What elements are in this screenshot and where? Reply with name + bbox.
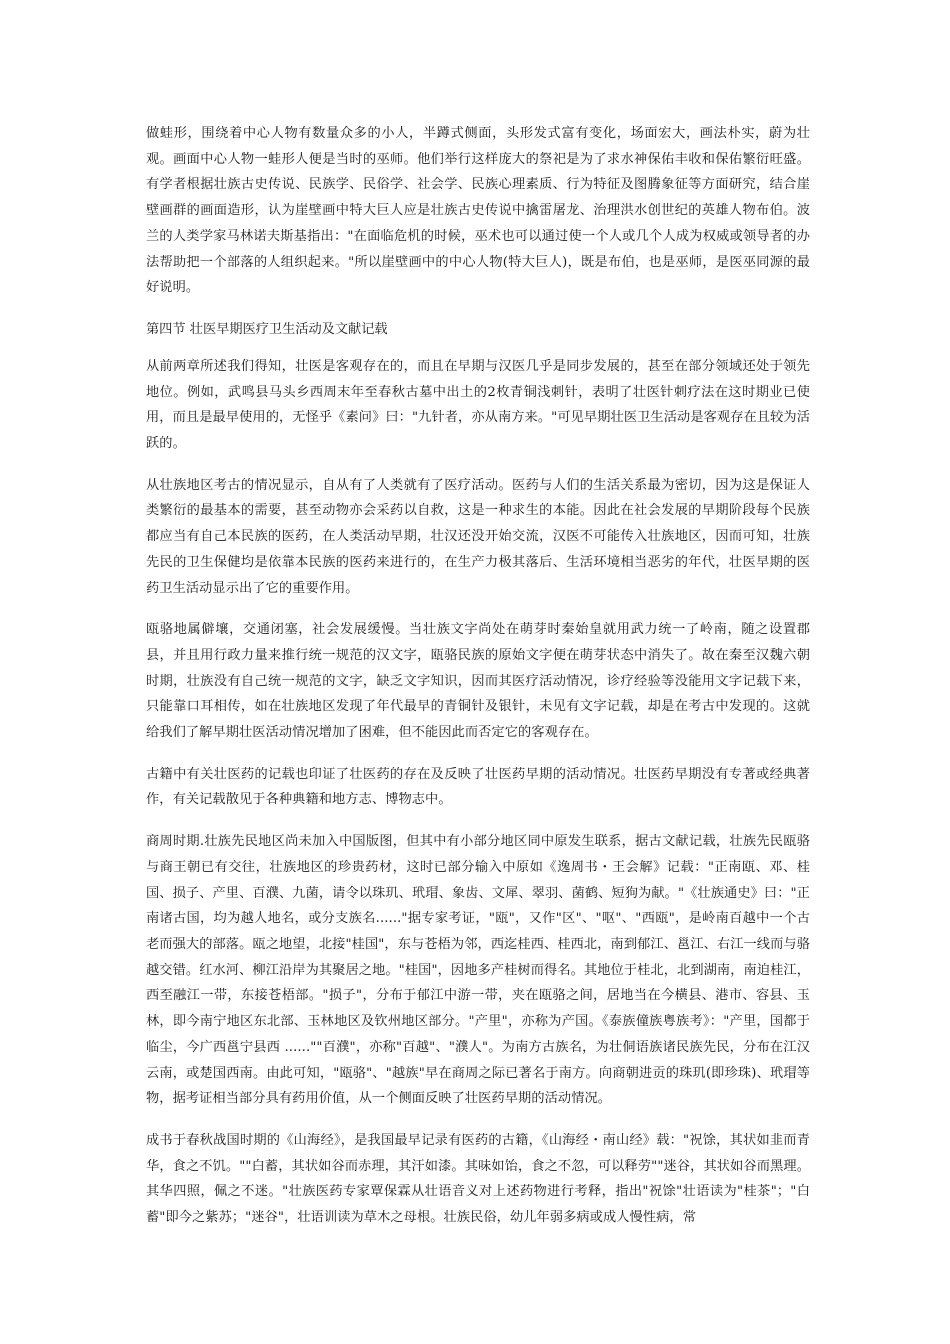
section-heading: 第四节 壮医早期医疗卫生活动及文献记载 xyxy=(146,321,388,337)
paragraph-6: 商周时期.壮族先民地区尚未加入中国版图，但其中有小部分地区同中原发生联系，据古文献记载，壮族先民瓯骆与商王朝已有交往，壮族地区的珍贵药材，这时已部分输入中原如《逸周书・王会解》记载："正南瓯、邓、桂国、损子、产里、百濮、九菌，请令以珠玑、玳瑁、象齿、文犀、翠羽、菌鹤、短狗为献。"《壮族通史》曰："正南诸古国，均为越人地名，或分支族名......"据专家考证，"瓯"，又作"区"、"呕"、"西瓯"，是岭南百越中一个古老而强大的部落。瓯之地望，北接"桂国"，东与苍梧为邻，西迄桂西、桂西北，南到郁江、邕江、右江一线而与骆越交错。红水河、柳江沿岸为其聚居之地。"桂国"，因地多产桂树而得名。其地位于桂北，北到湖南，南迫桂江，西至融江一带，东接苍梧部。"损子"，分布于郁江中游一带，夹在瓯骆之间，居地当在今横县、港市、容县、玉林，即今南宁地区东北部、玉林地区及钦州地区部分。"产里"，亦称为产国。《泰族僮族粤族考》："产里，国都于临尘，今广西邕宁县西 ......""百濮"，亦称"百越"、"濮人"。为南方古族名，为壮侗语族诸民族先民，分布在江汉云南，或楚国西南。由此可知，"瓯骆"、"越族"早在商周之际已著名于南方。向商朝进贡的珠玑(即珍珠)、玳瑁等物，据考证相当部分具有药用价值，从一个侧面反映了壮医药早期的活动情况。 xyxy=(146,834,810,1107)
paragraph-3: 从壮族地区考古的情况显示，自从有了人类就有了医疗活动。医药与人们的生活关系最为密切，因为这是保证人类繁衍的最基本的需要，甚至动物亦会采药以自救，这是一种求生的本能。因此在社会发展的早期阶段每个民族都应当有自己本民族的医药，在人类活动早期，壮汉还没开始交流，汉医不可能传入壮族地区，因而可知，壮族先民的卫生保健均是依靠本民族的医药来进行的，在生产力极其落后、生活环境相当恶劣的年代，壮医早期的医药卫生活动显示出了它的重要作用。 xyxy=(146,477,810,596)
paragraph-5: 古籍中有关壮医药的记载也印证了壮医药的存在及反映了壮医药早期的活动情况。壮医药早期没有专著或经典著作，有关记载散见于各种典籍和地方志、博物志中。 xyxy=(146,766,810,808)
paragraph-4: 瓯骆地属僻壤，交通闭塞，社会发展缓慢。当壮族文字尚处在萌芽时秦始皇就用武力统一了岭南，随之设置郡县，并且用行政力量来推行统一规范的汉文字，瓯骆民族的原始文字便在萌芽状态中消失了。故在秦至汉魏六朝时期，壮族没有自己统一规范的文字，缺乏文字知识，因而其医疗活动情况，诊疗经验等没能用文字记载下来，只能靠口耳相传，如在壮族地区发现了年代最早的青铜针及银针，未见有文字记载，却是在考古中发现的。这就给我们了解早期壮医活动情况增加了困难，但不能因此而否定它的客观存在。 xyxy=(146,622,810,741)
document-page xyxy=(146,121,810,1247)
paragraph-7: 成书于春秋战国时期的《山海经》，是我国最早记录有医药的古籍，《山海经・南山经》载："祝馀，其状如韭而青华，食之不饥。""白蓄，其状如谷而赤理，其汗如漆。其味如饴，食之不忽，可以释劳""迷谷，其状如谷而黑理。其华四照，佩之不迷。"壮族医药专家覃保霖从壮语音义对上述药物进行考释，指出"祝馀"壮语读为"桂茶"；"白蓄"即今之紫苏；"迷谷"，壮语训读为草木之母根。壮族民俗，幼儿年弱多病或成人慢性病，常 xyxy=(146,1132,810,1226)
paragraph-1: 做蛙形，围绕着中心人物有数量众多的小人，半蹲式侧面，头形发式富有变化，场面宏大，画法朴实，蔚为壮观。画面中心人物一蛙形人便是当时的巫师。他们举行这样庞大的祭祀是为了求水神保佑丰收和保佑繁衍旺盛。有学者根据壮族古史传说、民族学、民俗学、社会学、民族心理素质、行为特征及图腾象征等方面研究，结合崖壁画群的画面造形，认为崖壁画中特大巨人应是壮族古史传说中擒雷屠龙、治理洪水创世纪的英雄人物布伯。波兰的人类学家马林诺夫斯基指出："在面临危机的时候，巫术也可以通过使一个人或几个人成为权威或领导者的办法帮助把一个部落的人组织起来。"所以崖壁画中的中心人物(特大巨人)，既是布伯，也是巫师，是医巫同源的最好说明。 xyxy=(146,126,810,296)
paragraph-2: 从前两章所述我们得知，壮医是客观存在的，而且在早期与汉医几乎是同步发展的，甚至在部分领域还处于领先地位。例如，武鸣县马头乡西周末年至春秋古墓中出土的2枚青铜浅刺针，表明了壮医针刺疗法在这时期业已使用，而且是最早使用的，无怪乎《素问》曰："九针者，亦从南方来。"可见早期壮医卫生活动是客观存在且较为活跃的。 xyxy=(146,358,810,452)
